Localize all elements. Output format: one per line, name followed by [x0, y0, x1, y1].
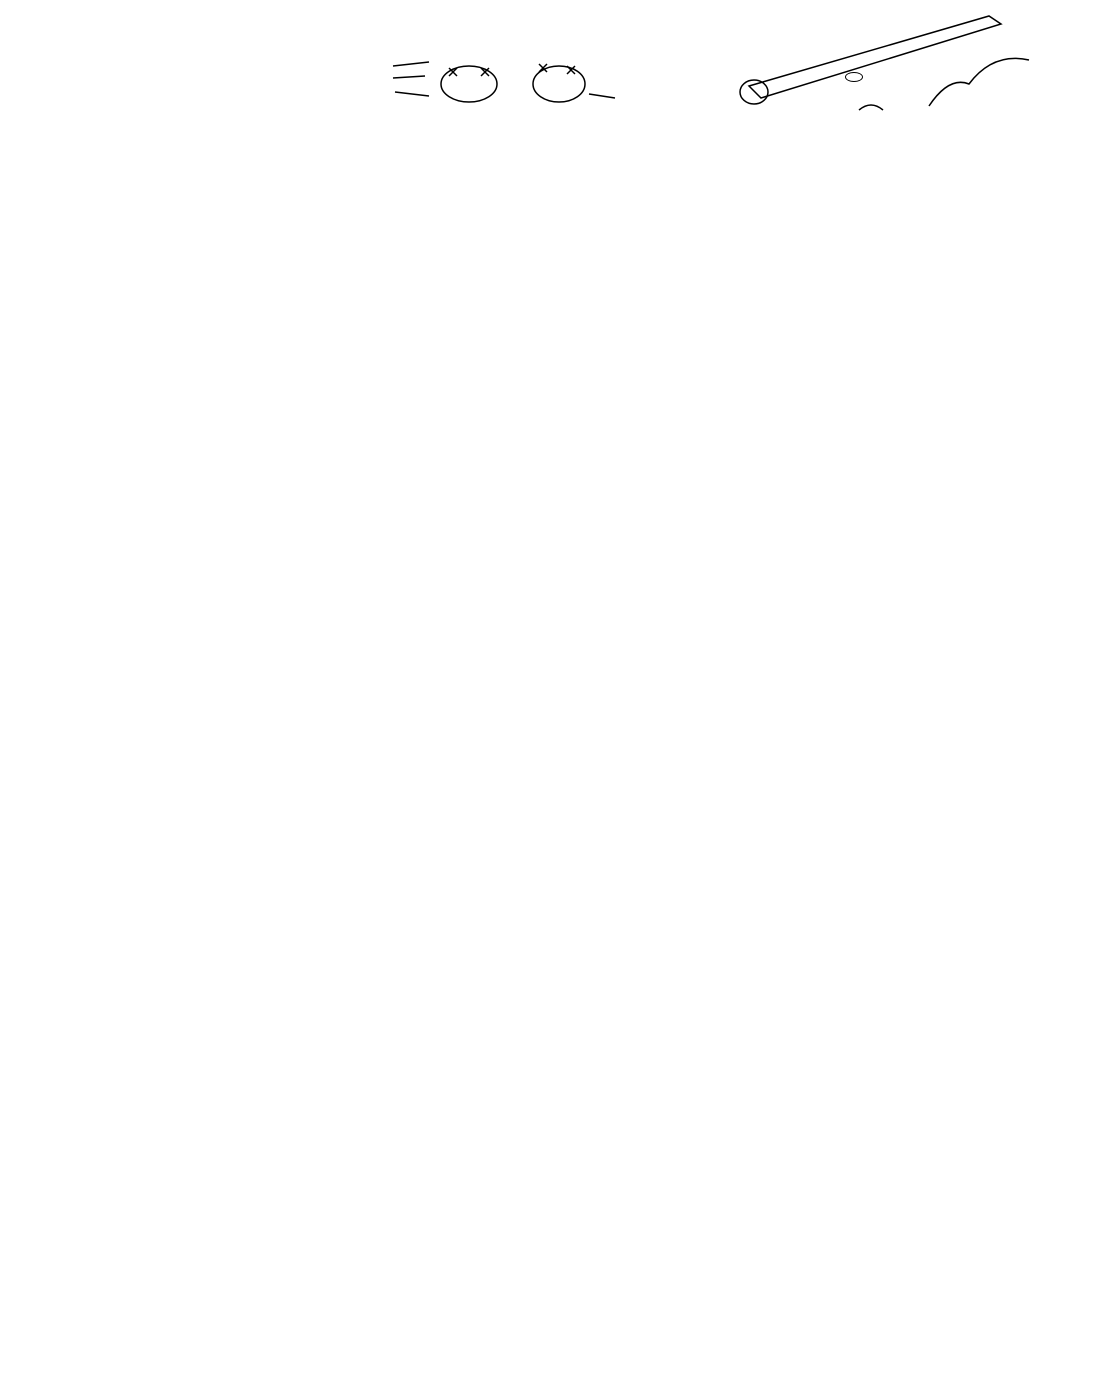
header-panel: [389, 6, 1098, 116]
header-drawing: [389, 6, 1098, 116]
